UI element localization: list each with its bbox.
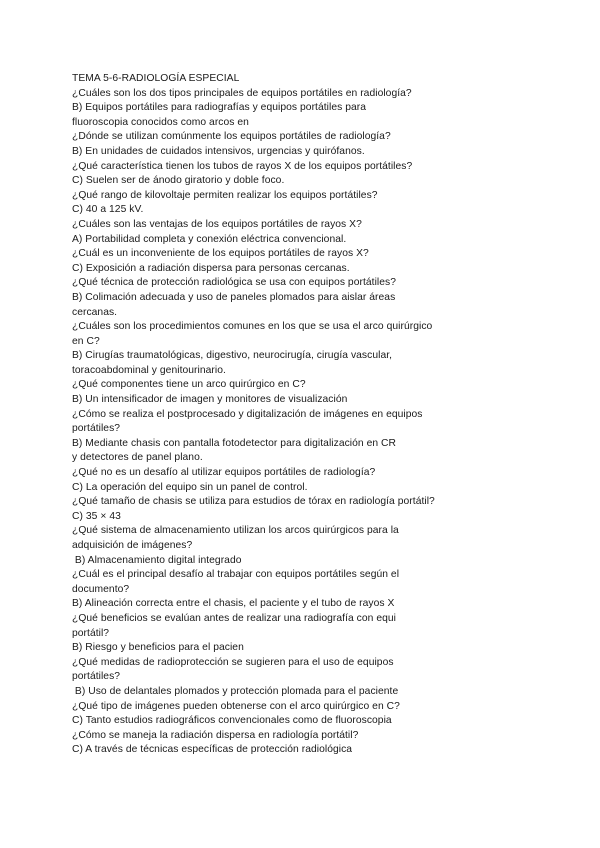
text-line: en C? <box>72 335 100 347</box>
text-line: portátiles? <box>72 423 121 435</box>
question-line: ¿Qué tamaño de chasis se utiliza para estudios de tórax en radiología portátil? <box>72 496 435 508</box>
answer-line: B) Colimación adecuada y uso de paneles plomados para aislar áreas <box>72 291 396 303</box>
answer-line: C) 35 × 43 <box>72 510 121 522</box>
answer-line: B) Cirugías traumatológicas, digestivo, neurocirugía, cirugía vascular, <box>72 350 393 362</box>
question-line: ¿Qué tipo de imágenes pueden obtenerse con el arco quirúrgico en C? <box>72 700 400 712</box>
text-line: y detectores de panel plano. <box>72 452 203 464</box>
question-line: ¿Qué medidas de radioprotección se sugieren para el uso de equipos <box>72 656 394 668</box>
question-line: ¿Cuáles son las ventajas de los equipos portátiles de rayos X? <box>72 218 362 230</box>
answer-line: B) Uso de delantales plomados y protección plomada para el paciente <box>72 685 399 697</box>
document-body <box>72 72 532 758</box>
question-line: ¿Qué rango de kilovoltaje permiten realizar los equipos portátiles? <box>72 189 378 201</box>
answer-line: C) La operación del equipo sin un panel de control. <box>72 481 308 493</box>
answer-line: C) Tanto estudios radiográficos convencionales como de fluoroscopia <box>72 715 392 727</box>
text-line: documento? <box>72 583 130 595</box>
question-line: ¿Cuáles son los dos tipos principales de equipos portátiles en radiología? <box>72 87 412 99</box>
question-line: ¿Cuál es el principal desafío al trabajar con equipos portátiles según el <box>72 569 400 581</box>
question-line: ¿Dónde se utilizan comúnmente los equipos portátiles de radiología? <box>72 131 391 143</box>
text-line: cercanas. <box>72 306 118 318</box>
text-line: toracoabdominal y genitourinario. <box>72 364 226 376</box>
answer-line: B) Mediante chasis con pantalla fotodetector para digitalización en CR <box>72 437 397 449</box>
text-line: portátil? <box>72 627 110 639</box>
text-line: adquisición de imágenes? <box>72 540 193 551</box>
answer-line: B) Equipos portátiles para radiografías y equipos portátiles para <box>72 102 367 114</box>
question-line: ¿Cómo se realiza el postprocesado y digitalización de imágenes en equipos <box>72 408 423 420</box>
answer-line: B) Alineación correcta entre el chasis, el paciente y el tubo de rayos X <box>72 598 395 610</box>
answer-line: C) A través de técnicas específicas de protección radiológica <box>72 744 353 756</box>
question-line: ¿Qué no es un desafío al utilizar equipos portátiles de radiología? <box>72 467 376 479</box>
question-line: ¿Qué característica tienen los tubos de rayos X de los equipos portátiles? <box>72 160 413 172</box>
question-line: ¿Qué componentes tiene un arco quirúrgico en C? <box>72 379 306 391</box>
question-line: ¿Qué técnica de protección radiológica se usa con equipos portátiles? <box>72 277 396 289</box>
question-line: ¿Cómo se maneja la radiación dispersa en radiología portátil? <box>72 729 359 741</box>
answer-line: C) Suelen ser de ánodo giratorio y doble foco. <box>72 175 285 187</box>
answer-line: C) 40 a 125 kV. <box>72 204 144 216</box>
text-line: portátiles? <box>72 671 121 683</box>
question-line: ¿Qué sistema de almacenamiento utilizan los arcos quirúrgicos para la <box>72 525 399 537</box>
text-line: fluoroscopia conocidos como arcos en <box>72 116 249 128</box>
question-line: ¿Cuáles son los procedimientos comunes en los que se usa el arco quirúrgico <box>72 321 433 333</box>
answer-line: A) Portabilidad completa y conexión eléctrica convencional. <box>72 233 347 245</box>
answer-line: B) En unidades de cuidados intensivos, urgencias y quirófanos. <box>72 145 365 157</box>
answer-line: C) Exposición a radiación dispersa para personas cercanas. <box>72 262 350 274</box>
answer-line: B) Almacenamiento digital integrado <box>72 554 242 566</box>
answer-line: B) Riesgo y beneficios para el pacien <box>72 642 244 654</box>
question-line: ¿Cuál es un inconveniente de los equipos portátiles de rayos X? <box>72 248 369 260</box>
question-line: ¿Qué beneficios se evalúan antes de realizar una radiografía con equi <box>72 612 397 624</box>
answer-line: B) Un intensificador de imagen y monitores de visualización <box>72 394 348 406</box>
document-title: TEMA 5-6-RADIOLOGÍA ESPECIAL <box>72 73 240 84</box>
